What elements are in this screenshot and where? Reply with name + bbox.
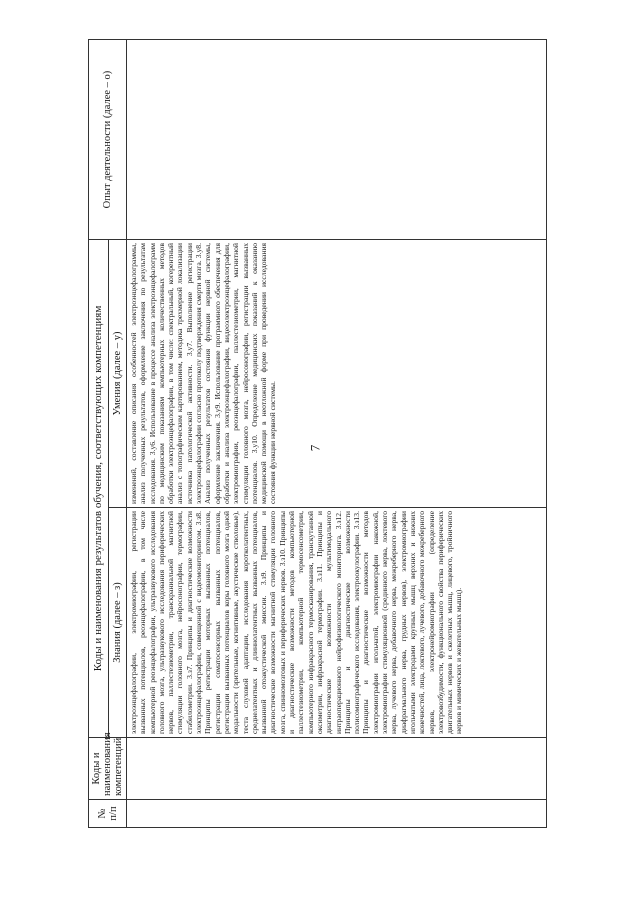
table-container [88,40,566,828]
header-row-1 [89,40,109,828]
header-num: № п/п [89,800,127,828]
header-skills: Умения (далее – у) [108,240,126,508]
row-codes-cell [127,738,547,800]
rotated-page [88,40,566,828]
competencies-table [88,39,547,828]
row-num-cell [127,800,547,828]
table-row [127,40,547,828]
page-number: 7 [307,444,323,452]
header-experience: Опыт деятельности (далее – о) [89,40,127,240]
header-results-group: Коды и наименования результатов обучения, соответствующих компетенциям [89,240,109,738]
header-knowledge: Знания (далее – з) [108,508,126,738]
header-codes: Коды и наименования компетенций [89,738,127,800]
experience-cell [127,40,547,240]
skills-cell: изменений, составление описания особенностей электроэнцефалограммы, анализ полученных результатов, оформление заключения по результатам исследования. 3.у6. Использование в процессе анализа электроэнцефалограмм по медицинским показаниям компьютерных количественных методов обработки электроэнцефалографии, в том числе: спектральный, когерентный анализ с топографическим картированием, методика трехмерной локализации источника патологической активности. 3.у7. Выполнение регистрации электроэнцефалографии согласно протоколу подтверждения смерти мозга. 3.у8. Анализ полученных результатов состояния функции нервной системы, оформление заключения. 3.у9. Использование программного обеспечения для обработки и анализа электроэнцефалографии, видеоэлектроэнцефалографии, электромиографии, реоэнцефалографии, паллестезиометрии, магнитной стимуляции головного мозга, нейросонографии, регистрации вызванных потенциалов. 3.у10. Определение медицинских показаний к оказанию медицинской помощи в неотложной форме при проведении исследования состояния функции нервной системы. [127,240,547,508]
knowledge-cell: электроэнцефалографии, электромиографии, регистрации вызванных потенциалов, реоэнцефалографии, в том числе компьютерной реоэнцефалографии, ультразвукового исследования головного мозга, ультразвукового исследования периферических нервов, паллестезиометрии, транскраниальной магнитной стимуляции головного мозга, нейросонографии, термографии, стабилометрии. 3.з7. Принципы и диагностические возможности электроэнцефалографии, совмещенной с видеомониторингом. 3.з8. Принципы регистрации моторных вызванных потенциалов, регистрации соматосенсорных вызванных потенциалов, регистрации вызванных потенциалов коры головного мозга одной модальности (зрительные, когнитивные, акустические стволовые), теста слуховой адаптации, исследования коротколатентных, среднелатентных и длиннолатентных вызванных потенциалов, вызванной отоакустической эмиссии. 3.з9. Принципы и диагностические возможности магнитной стимуляции головного мозга, спинномозговых и периферических нервов. 3.з10. Принципы и диагностические возможности методов компьютерной паллестезиометрии, компьютерной термосенсометрии, компьютерного инфракрасного термосканирования, транскутанной оксиметрии, инфракрасной термографии. 3.з11. Принципы и диагностические возможности мультимодального интраоперационного нейрофизиологического мониторинга. 3.з12. Принципы и диагностические возможности полисомнографического исследования, электроокулографии. 3.з13. Принципы и диагностические возможности методов электромиографии игольчатой, электромиографии накожной, электромиографии стимуляционной (срединного нерва, локтевого нерва, лучевого нерва, добавочного нерва, межреберного нерва, диафрагмального нерва, грудных нервов), электромиографии игольчатыми электродами крупных мышц верхних и нижних конечностей, лица, локтевого, лучевого, добавочного межреберного нервов, электронейромиографии (определение электровозбудимости, функционального свойства периферических двигательных нервов и скелетных мышц, лицевого, тройничного нервов и мимических и жевательных мышц). [127,508,547,738]
